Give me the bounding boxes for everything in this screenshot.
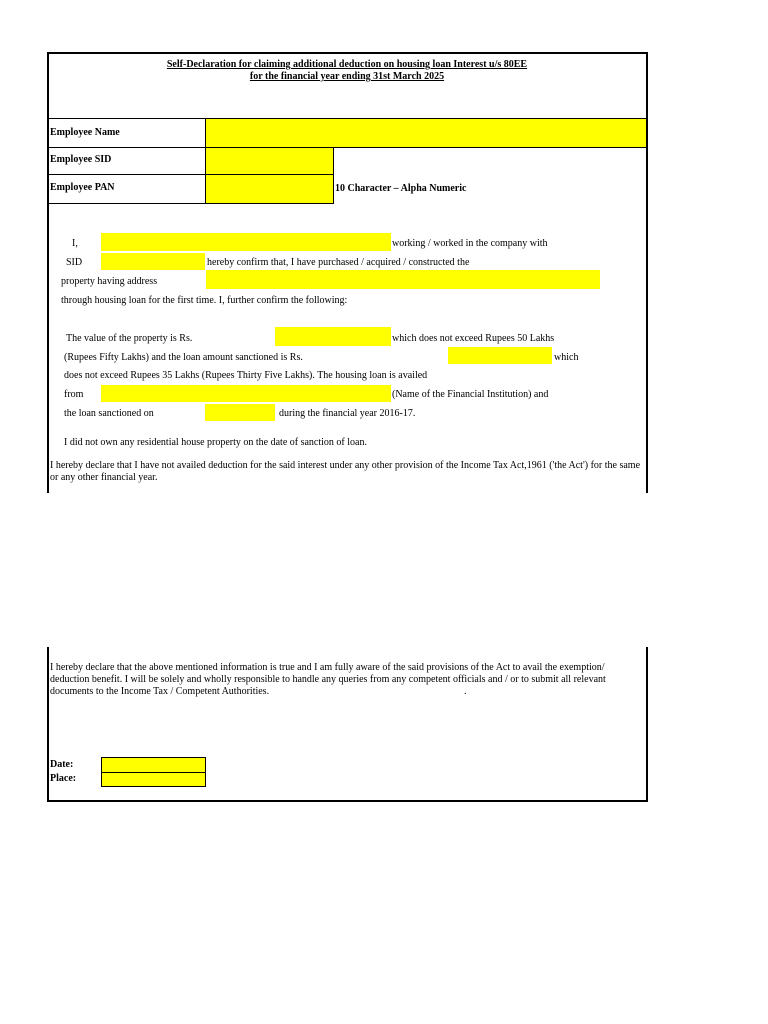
place-input[interactable] bbox=[101, 772, 206, 787]
property-address-input[interactable] bbox=[206, 270, 600, 289]
text-hereby-confirm: hereby confirm that, I have purchased / acquired / constructed the bbox=[207, 257, 470, 268]
text-i: I, bbox=[72, 238, 78, 249]
text-first-time: through housing loan for the first time. I, further confirm the following: bbox=[61, 295, 348, 306]
text-did-not-own: I did not own any residential house property on the date of sanction of loan. bbox=[64, 437, 367, 448]
loan-amount-input[interactable] bbox=[448, 347, 552, 364]
text-from: from bbox=[64, 389, 84, 400]
employee-name-label: Employee Name bbox=[50, 127, 120, 138]
text-not-exceed-35: does not exceed Rupees 35 Lakhs (Rupees Thirty Five Lakhs). The housing loan is availed bbox=[64, 370, 428, 381]
text-dot: . bbox=[464, 686, 467, 697]
frame-bottom-border bbox=[47, 800, 648, 802]
text-not-exceed-50: which does not exceed Rupees 50 Lakhs bbox=[392, 333, 555, 344]
table-line-1 bbox=[48, 147, 646, 148]
form-title-line1: Self-Declaration for claiming additional deduction on housing loan Interest u/s 80EE bbox=[166, 59, 528, 70]
employee-sid-label: Employee SID bbox=[50, 154, 112, 165]
frame-right-border-bottom bbox=[646, 647, 648, 802]
form-title-line2: for the financial year ending 31st March 2025 bbox=[249, 71, 445, 82]
pan-format-hint: 10 Character – Alpha Numeric bbox=[335, 183, 467, 194]
text-fifty-lakhs: (Rupees Fifty Lakhs) and the loan amount sanctioned is Rs. bbox=[64, 352, 303, 363]
date-input[interactable] bbox=[101, 757, 206, 773]
place-label: Place: bbox=[50, 773, 77, 784]
date-label: Date: bbox=[50, 759, 74, 770]
frame-left-border-bottom bbox=[47, 647, 49, 802]
declarant-name-input[interactable] bbox=[101, 233, 391, 251]
text-during-fy: during the financial year 2016-17. bbox=[279, 408, 416, 419]
text-sid: SID bbox=[66, 257, 83, 268]
employee-pan-input[interactable] bbox=[206, 175, 333, 203]
employee-pan-label: Employee PAN bbox=[50, 182, 115, 193]
institution-input[interactable] bbox=[101, 385, 391, 402]
table-line-3 bbox=[48, 203, 334, 204]
declaration-true: I hereby declare that the above mentioned information is true and I am fully aware of the said provisions of the Act to avail the exemption/ deduction benefit. I will be solely and wholly responsible to handle any queries from any competent officials and / or to submit all relevant documents to the Income Tax / Competent Authorities. bbox=[50, 662, 606, 697]
employee-sid-input[interactable] bbox=[206, 148, 333, 174]
text-sanctioned-on: the loan sanctioned on bbox=[64, 408, 154, 419]
declaration-not-availed: I hereby declare that I have not availed deduction for the said interest under any other provision of the Income Tax Act,1961 ('the Act') for the same or any other financial year. bbox=[50, 460, 641, 483]
employee-name-input[interactable] bbox=[206, 119, 646, 147]
frame-right-border-top bbox=[646, 52, 648, 493]
text-which: which bbox=[554, 352, 579, 363]
table-sid-right bbox=[333, 147, 334, 204]
text-working: working / worked in the company with bbox=[392, 238, 548, 249]
text-institution: (Name of the Financial Institution) and bbox=[392, 389, 549, 400]
text-value-is: The value of the property is Rs. bbox=[66, 333, 193, 344]
frame-top-border bbox=[47, 52, 648, 54]
property-value-input[interactable] bbox=[275, 327, 391, 346]
sanction-date-input[interactable] bbox=[205, 404, 275, 421]
text-property-address: property having address bbox=[61, 276, 158, 287]
declarant-sid-input[interactable] bbox=[101, 253, 205, 270]
